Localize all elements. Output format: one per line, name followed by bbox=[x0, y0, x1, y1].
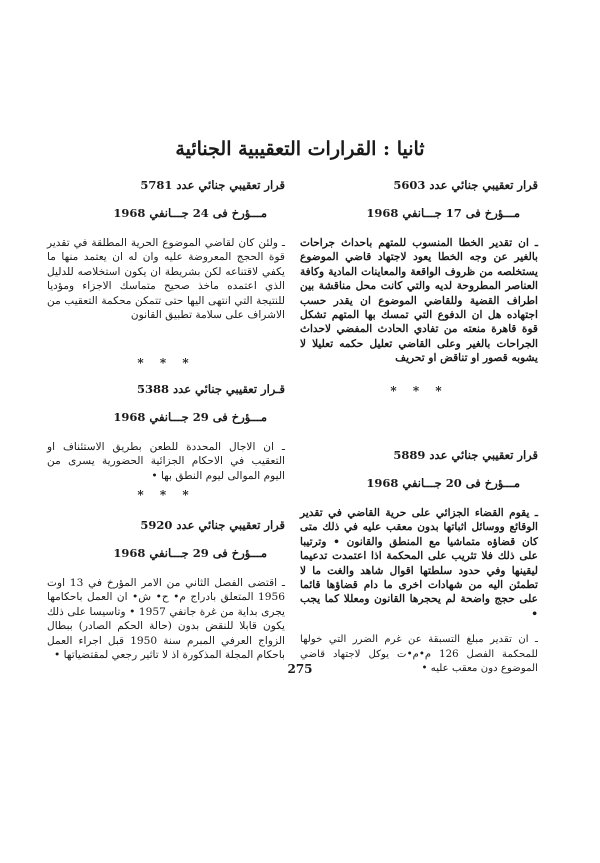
decision-text: ـ يقوم القضاء الجزائي على حرية القاضي في تقدير الوقائع ووسائل اثباتها بدون معقب عليه في ذلك متى كان قضاؤه متماشيا مع المنطق والقانون • وترتيبا على ذلك فلا تثريب على المحكمة اذا اعتمدت تدعيما ليقينها وفي حدود سلطتها اقوال شاهد والغت ما لا تطمئن اليه من شهادات اخرى ما دام قضاؤها قائما على حجج واضحة لم يحجرها القانون ومعللا كما يجب • bbox=[300, 507, 538, 620]
section-separator: * * * bbox=[137, 356, 195, 370]
decision-entry bbox=[47, 382, 285, 483]
decision-heading: قرار تعقيبي جنائي عدد 5920 bbox=[140, 518, 285, 532]
decision-entry bbox=[300, 178, 538, 366]
decision-text: ـ اقتضى الفصل الثاني من الامر المؤرخ في 13 اوت 1956 المتعلق بادراج م• ح• ش• ان العمل باحكامها يجرى بداية من غرة جانفي 1957 • وتاسيسا على ذلك يكون قابلا للنقض بدون (حالة الحكم الصادر) ببطال الزواج العرفي المبرم سنة 1950 قبل اجراء العمل باحكام المجلة المذكورة اذ لا تاثير رجعي لمقتضياتها • bbox=[47, 577, 286, 662]
decision-date: مـــؤرخ فى 29 جـــانفي 1968 bbox=[113, 546, 267, 560]
decision-date: مـــؤرخ فى 17 جـــانفي 1968 bbox=[366, 206, 520, 220]
page-number: 275 bbox=[287, 662, 313, 676]
decision-text: ـ ولئن كان لقاضي الموضوع الحرية المطلقة في تقدير قوة الحجج المعروضة عليه وان له ان يعتمد منها ما يكفي لاقتناعه لكن بشريطة ان يكون استخلاصه للدليل الذي اعتمده ماخذ صحيح متماسك الاجزاء ومؤديا للنتيجة التي انتهى اليها حتى تتمكن محكمة التعقيب من الاشراف على سلامة تطبيق القانون bbox=[47, 237, 285, 322]
decision-entry bbox=[47, 178, 285, 322]
decision-heading: قـرار تعقيبي جنائي عدد 5388 bbox=[137, 382, 285, 396]
decision-heading: قرار تعقيبي جنائي عدد 5603 bbox=[393, 178, 538, 192]
decision-entry bbox=[47, 518, 285, 662]
section-separator: * * * bbox=[137, 488, 195, 502]
decision-heading: قرار تعقيبي جنائي عدد 5889 bbox=[393, 448, 538, 462]
decision-date: مـــؤرخ فى 24 جـــانفي 1968 bbox=[113, 206, 267, 220]
decision-text: ـ ان تقدير مبلغ التسبقة عن غرم الضرر التي خولها للمحكمة الفصل 126 م•م•ت يوكل لاجتهاد قاضي الموضوع دون معقب عليه • bbox=[300, 634, 538, 675]
decision-text: ـ ان تقدير الخطا المنسوب للمتهم باحداث جراحات بالغير عن وجه الخطا يعود لاجتهاد قاضي الموضوع يستخلصه من ظروف الواقعة والمعاينات المادية وكافة العناصر المطروحة لديه والتي كانت محل مناقشة بين اطراف القضية وللقاضي الموضوع ان يقدر حسب اجتهاده هل ان الدفوع التي تمسك بها المتهم تشكل قوة قاهرة منعته من تفادي الحادث المفضي لاحداث الجراحات بالغير وعلى القاضي تعليل حكمه تعليلا لا يشوبه قصور او تناقض او تحريف bbox=[300, 237, 538, 365]
section-separator: * * * bbox=[390, 384, 448, 398]
decision-entry bbox=[300, 448, 538, 676]
decision-date: مـــؤرخ فى 29 جـــانفي 1968 bbox=[113, 410, 267, 424]
decision-text: ـ ان الاجال المحددة للطعن بطريق الاستئناف او التعقيب في الاحكام الجزائية الحضورية يسرى من اليوم الموالى ليوم النطق بها • bbox=[47, 441, 285, 482]
decision-date: مـــؤرخ فى 20 جـــانفي 1968 bbox=[366, 476, 520, 490]
page-title: ثانيا : القرارات التعقيبية الجنائية bbox=[175, 138, 425, 160]
decision-heading: قرار تعقيبي جنائي عدد 5781 bbox=[140, 178, 285, 192]
